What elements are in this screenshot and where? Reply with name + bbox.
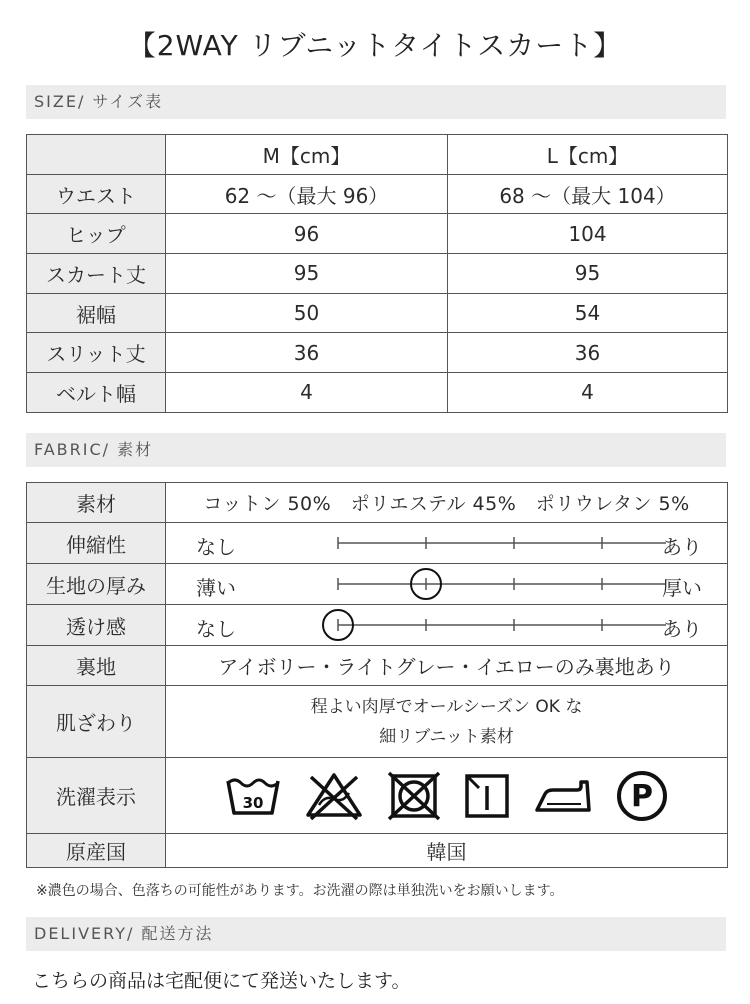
thickness-scale-graphic xyxy=(266,564,666,604)
scale-right-label: あり xyxy=(662,617,702,641)
fabric-row-care xyxy=(27,758,728,834)
texture-line-2: 細リブニット素材 xyxy=(379,726,514,747)
table-row xyxy=(27,254,728,294)
table-row xyxy=(27,373,728,413)
fabric-row-label: 原産国 xyxy=(27,834,166,868)
dry-clean-p-icon xyxy=(615,769,669,823)
size-row-label: 裾幅 xyxy=(27,293,166,333)
size-table xyxy=(26,134,728,413)
wash-temp-text: 30 xyxy=(242,793,263,812)
size-row-label: スカート丈 xyxy=(27,254,166,294)
no-tumble-dry-icon xyxy=(387,771,441,821)
material-composition: コットン 50% ポリエステル 45% ポリウレタン 5% xyxy=(166,483,728,523)
fabric-row-label: 裏地 xyxy=(27,646,166,686)
size-value-m: 36 xyxy=(166,333,448,373)
wash-30-icon xyxy=(225,773,281,819)
scale-left-label: なし xyxy=(196,617,236,641)
size-value-l: 36 xyxy=(448,333,728,373)
fabric-row-label: 生地の厚み xyxy=(27,564,166,605)
no-bleach-icon xyxy=(303,771,365,821)
size-value-l: 95 xyxy=(448,254,728,294)
fabric-row-stretch xyxy=(27,523,728,564)
fabric-row-label: 透け感 xyxy=(27,605,166,646)
fabric-row-thickness xyxy=(27,564,728,605)
fabric-row-label: 素材 xyxy=(27,483,166,523)
size-value-l: 104 xyxy=(448,214,728,254)
thickness-scale xyxy=(166,564,728,604)
size-value-l: 4 xyxy=(448,373,728,413)
size-header-m: M【cm】 xyxy=(166,135,448,175)
size-row-label: ベルト幅 xyxy=(27,373,166,413)
size-value-m: 62 〜（最大 96） xyxy=(166,174,448,214)
size-header-l: L【cm】 xyxy=(448,135,728,175)
scale-left-label: なし xyxy=(196,535,236,559)
texture-line-1: 程よい肉厚でオールシーズン OK な xyxy=(310,696,583,717)
size-value-l: 68 〜（最大 104） xyxy=(448,174,728,214)
fabric-row-material xyxy=(27,483,728,523)
delivery-section-heading: DELIVERY/ 配送方法 xyxy=(26,917,726,951)
origin-value: 韓国 xyxy=(166,834,728,868)
scale-right-label: 厚い xyxy=(662,576,702,600)
fabric-row-lining xyxy=(27,646,728,686)
dry-clean-letter: P xyxy=(630,778,653,814)
size-section-heading: SIZE/ サイズ表 xyxy=(26,85,726,119)
size-value-m: 50 xyxy=(166,293,448,333)
scale-left-label: 薄い xyxy=(196,576,236,600)
fabric-table xyxy=(26,482,728,868)
table-row xyxy=(27,214,728,254)
fabric-row-label: 伸縮性 xyxy=(27,523,166,564)
line-dry-shade-icon xyxy=(463,772,511,820)
size-row-label: ヒップ xyxy=(27,214,166,254)
fabric-row-origin xyxy=(27,834,728,868)
fabric-row-label: 肌ざわり xyxy=(27,686,166,758)
iron-low-icon xyxy=(533,774,593,818)
lining-value: アイボリー・ライトグレー・イエローのみ裏地あり xyxy=(166,646,728,686)
size-row-label: スリット丈 xyxy=(27,333,166,373)
scale-right-label: あり xyxy=(662,535,702,559)
table-row xyxy=(27,293,728,333)
size-value-m: 4 xyxy=(166,373,448,413)
size-row-label: ウエスト xyxy=(27,174,166,214)
stretch-scale xyxy=(166,523,728,563)
size-header-blank xyxy=(27,135,166,175)
fabric-row-sheerness xyxy=(27,605,728,646)
size-value-m: 95 xyxy=(166,254,448,294)
fabric-row-texture xyxy=(27,686,728,758)
table-row xyxy=(27,174,728,214)
size-value-m: 96 xyxy=(166,214,448,254)
size-header-row xyxy=(27,135,728,175)
size-value-l: 54 xyxy=(448,293,728,333)
sheerness-scale xyxy=(166,605,728,645)
table-row xyxy=(27,333,728,373)
care-symbols xyxy=(166,769,727,823)
sheerness-scale-graphic xyxy=(266,605,666,645)
stretch-scale-graphic xyxy=(266,523,666,563)
delivery-text: こちらの商品は宅配便にて発送いたします。 xyxy=(32,970,411,992)
page-title: 【2WAY リブニットタイトスカート】 xyxy=(127,29,623,62)
fabric-section-heading: FABRIC/ 素材 xyxy=(26,433,726,467)
fabric-row-label: 洗濯表示 xyxy=(27,758,166,834)
care-note: ※濃色の場合、色落ちの可能性があります。お洗濯の際は単独洗いをお願いします。 xyxy=(36,883,564,899)
